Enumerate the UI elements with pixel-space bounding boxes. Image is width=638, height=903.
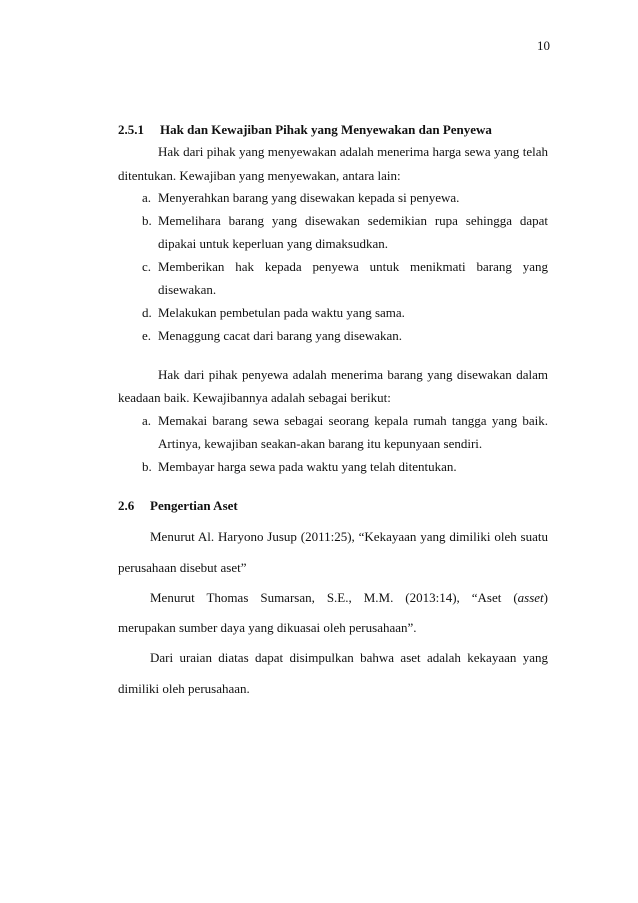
list-marker: d. — [142, 305, 152, 320]
list-item-text: Menaggung cacat dari barang yang disewakan. — [158, 328, 403, 343]
citation-text: Menurut Thomas Sumarsan, S.E., M.M. (2013:14), “Aset ( — [150, 590, 518, 605]
paragraph-line: Hak dari pihak penyewa adalah menerima barang yang disewakan dalam — [158, 367, 548, 382]
list-item-text: Memakai barang sewa sebagai seorang kepala rumah tangga yang baik. — [158, 413, 548, 428]
paragraph-line: ditentukan. Kewajiban yang menyewakan, antara lain: — [118, 168, 401, 183]
paragraph-line: dimiliki oleh perusahaan. — [118, 681, 250, 696]
paragraph-line: Menurut Al. Haryono Jusup (2011:25), “Kekayaan yang dimiliki oleh suatu — [150, 529, 548, 544]
list-item-continuation: dipakai untuk keperluan yang dimaksudkan. — [158, 236, 388, 251]
list-marker: a. — [142, 190, 152, 205]
section-title: Hak dan Kewajiban Pihak yang Menyewakan dan Penyewa — [160, 122, 492, 137]
paragraph-line: Hak dari pihak yang menyewakan adalah menerima harga sewa yang telah — [158, 144, 548, 159]
list-marker: a. — [142, 413, 152, 428]
section-title: Pengertian Aset — [150, 498, 238, 513]
section-number: 2.5.1 — [118, 122, 144, 137]
list-item-text: Membayar harga sewa pada waktu yang telah ditentukan. — [158, 459, 457, 474]
section-heading-2-5-1 — [118, 122, 548, 138]
list-item-continuation: disewakan. — [158, 282, 217, 297]
list-item-text: Menyerahkan barang yang disewakan kepada si penyewa. — [158, 190, 460, 205]
list-marker: e. — [142, 328, 152, 343]
paragraph-line: merupakan sumber daya yang dikuasai oleh perusahaan”. — [118, 620, 417, 635]
list-item-text: Memberikan hak kepada penyewa untuk menikmati barang yang — [158, 259, 548, 274]
list-item-text: Melakukan pembetulan pada waktu yang sama. — [158, 305, 405, 320]
italic-term: asset — [517, 590, 544, 605]
list-marker: b. — [142, 213, 152, 228]
list-marker: c. — [142, 259, 152, 274]
paragraph-line: perusahaan disebut aset” — [118, 560, 247, 575]
section-number: 2.6 — [118, 498, 135, 513]
paragraph-line: Dari uraian diatas dapat disimpulkan bahwa aset adalah kekayaan yang — [150, 650, 548, 665]
paragraph-line: keadaan baik. Kewajibannya adalah sebagai berikut: — [118, 390, 391, 405]
section-heading-2-6 — [118, 498, 548, 514]
paragraph-line — [118, 590, 548, 606]
page-number: 10 — [537, 38, 550, 53]
list-item-continuation: Artinya, kewajiban seakan-akan barang itu kepunyaan sendiri. — [158, 436, 483, 451]
closing-paren: ) — [543, 590, 548, 605]
list-item-text: Memelihara barang yang disewakan sedemikian rupa sehingga dapat — [158, 213, 548, 228]
list-marker: b. — [142, 459, 152, 474]
